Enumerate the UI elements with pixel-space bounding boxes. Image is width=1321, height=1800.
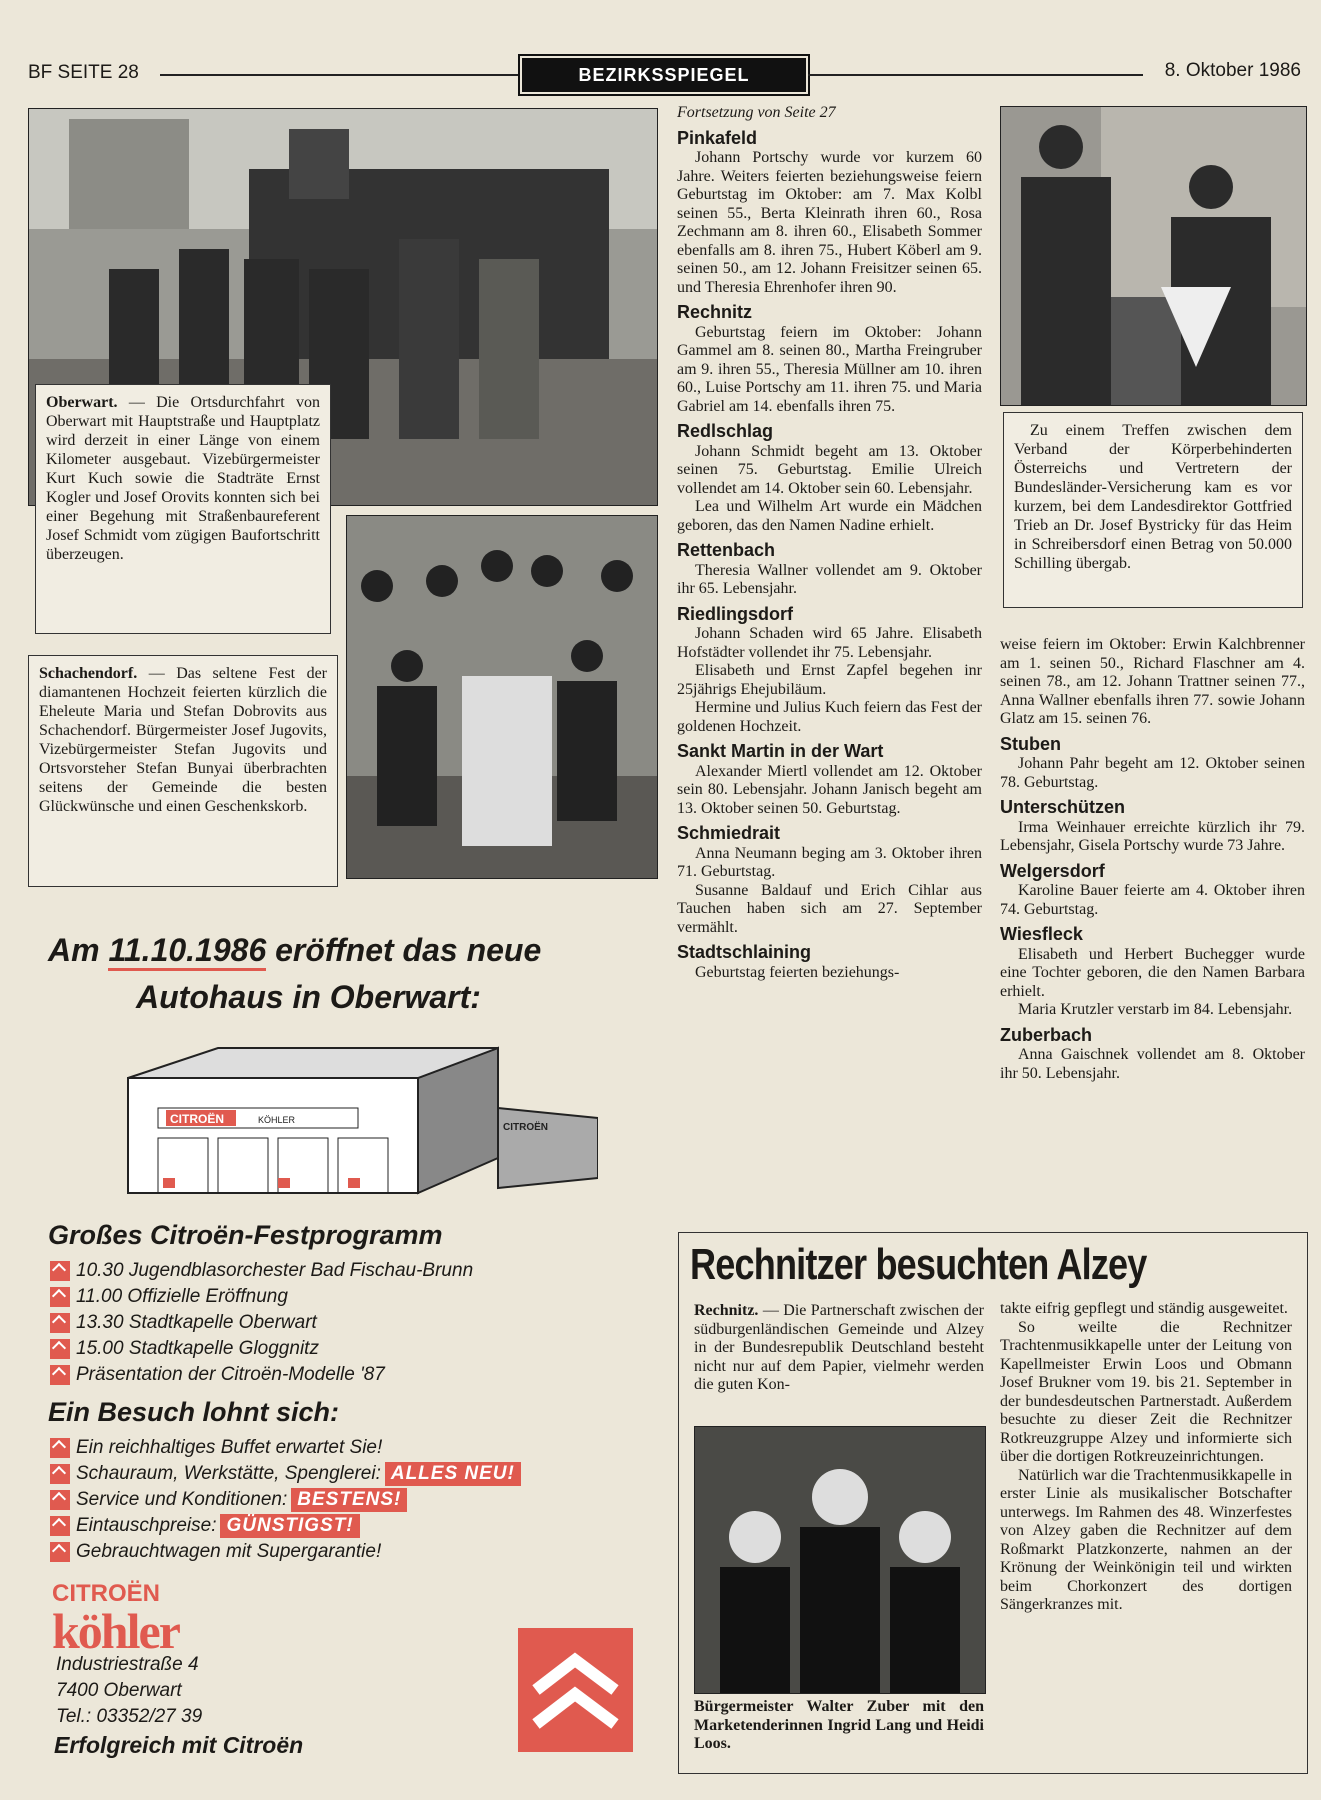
alzey-place: Rechnitz.: [694, 1302, 759, 1319]
program-title: Großes Citroën-Festprogramm: [48, 1220, 443, 1250]
paragraph: Lea und Wilhelm Art wurde ein Mädchen geboren, das den Namen Nadine erhielt.: [677, 498, 982, 534]
paragraph: Karoline Bauer feierte am 4. Oktober ihren 74. Geburtstag.: [1000, 882, 1305, 918]
alzey-intro: — Die Partnerschaft zwischen der südburgenländischen Gemeinde und Alzey in der Bundesrepublik Deutschland besteht nicht nur auf dem Papier, vielmehr werden die guten Kon-: [694, 1302, 985, 1393]
col2-section-4: [677, 605, 982, 737]
visit-item: Eintauschpreise: GÜNSTIGST!: [50, 1513, 521, 1539]
column-birthdays-2: [1000, 636, 1305, 1083]
alzey-headline: Rechnitzer besuchten Alzey: [690, 1240, 1147, 1289]
promo-tag: BESTENS!: [291, 1488, 407, 1512]
chevron-icon: [50, 1438, 70, 1458]
col2-section-6: [677, 824, 982, 937]
address-phone: Tel.: 03352/27 39: [56, 1706, 203, 1727]
program-list: [50, 1258, 473, 1388]
oberwart-text: — Die Ortsdurchfahrt von Oberwart mit Hauptstraße und Hauptplatz wird derzeit in einer Länge von einem Kilometer ausgebaut. Vizebürgermeister Kurt Kuch sowie die Stadträte Ernst Kogler und Josef Orovits konnten sich bei einer Begehung mit Straßenbaureferent Josef Schmidt vom zügigen Baufortschritt überzeugen.: [46, 394, 320, 563]
section-heading: Wiesfleck: [1000, 924, 1083, 944]
header-rule-left: [160, 74, 518, 76]
paragraph: takte eifrig gepflegt und ständig ausgeweitet.: [1000, 1300, 1288, 1317]
visit-title: Ein Besuch lohnt sich:: [48, 1397, 340, 1427]
section-heading: Stuben: [1000, 733, 1061, 754]
treffen-caption: [1003, 412, 1303, 608]
address-city: 7400 Oberwart: [56, 1680, 182, 1701]
section-heading: Zuberbach: [1000, 1024, 1093, 1045]
paragraph: Elisabeth und Herbert Buchegger wurde eine Tochter geboren, die den Namen Barbara erhielt.: [1000, 945, 1305, 1000]
col2-section-2: [677, 422, 982, 535]
col2-section-5: [677, 742, 982, 818]
paragraph: Anna Gaischnek vollendet am 8. Oktober ihr 50. Lebensjahr.: [1000, 1046, 1305, 1082]
paragraph: Geburtstag feiern im Oktober: Johann Gammel am 8. seinen 80., Martha Freingruber am 9. ihren 55., Theresia Müllner am 10. ihren 60., Luise Portschy am 11. ihren 75. und Maria Gabriel am 14. ebenfalls ihren 75.: [677, 323, 982, 415]
dealer-address: [56, 1652, 202, 1730]
alzey-photo-caption: Bürgermeister Walter Zuber mit den Marketenderinnen Ingrid Lang und Heidi Loos.: [694, 1698, 984, 1752]
section-heading: Welgersdorf: [1000, 860, 1105, 881]
sign-side: CITROËN: [503, 1122, 548, 1133]
oberwart-caption: [35, 384, 331, 634]
ad-title-rest: eröffnet das neue: [275, 932, 542, 968]
schachendorf-caption: [28, 655, 338, 887]
chevron-icon: [50, 1287, 70, 1307]
program-item: 13.30 Stadtkapelle Oberwart: [50, 1310, 473, 1336]
promo-tag: GÜNSTIGST!: [220, 1514, 359, 1538]
ad-headline: [48, 932, 668, 1016]
paragraph: Maria Krutzler verstarb im 84. Lebensjahr.: [1018, 1001, 1293, 1018]
alzey-column-2: [1000, 1300, 1292, 1615]
section-heading: Stadtschlaining: [677, 942, 812, 962]
visit-list: [50, 1435, 521, 1565]
section-title: BEZIRKSSPIEGEL: [522, 58, 806, 92]
col3-section-2: [1000, 862, 1305, 920]
alzey-photo-drawing: [695, 1427, 985, 1693]
paragraph: Theresia Wallner vollendet am 9. Oktober ihr 65. Lebensjahr.: [677, 561, 982, 597]
treffen-photo-drawing: [1001, 107, 1306, 405]
section-heading: Riedlingsdorf: [677, 603, 793, 624]
schachendorf-photo-drawing: [347, 516, 657, 878]
chevron-icon: [50, 1313, 70, 1333]
visit-item: Service und Konditionen: BESTENS!: [50, 1487, 521, 1513]
ad-slogan: Erfolgreich mit Citroën: [54, 1732, 304, 1758]
chevron-icon: [50, 1490, 70, 1510]
paragraph: Elisabeth und Ernst Zapfel begehen inr 25jährigs Ehejubiläum.: [677, 662, 982, 698]
treffen-text: Zu einem Treffen zwischen dem Verband der Körperbehinderten Österreichs und Vertretern der Bundesländer-Versicherung kam es vor kurzem, bei dem Landesdirektor Gottfried Trieb an Dr. Josef Bystricky für das Heim in Schreibersdorf einen Betrag von 50.000 Schilling übergab.: [1014, 422, 1292, 572]
oberwart-place: Oberwart.: [46, 394, 118, 411]
paragraph: Johann Pahr begeht am 12. Oktober seinen 78. Geburtstag.: [1000, 755, 1305, 791]
col3-section-1: [1000, 798, 1305, 856]
chevron-icon: [50, 1516, 70, 1536]
ad-subtitle: Autohaus in Oberwart:: [136, 979, 481, 1015]
issue-date: 8. Oktober 1986: [1164, 60, 1301, 81]
col2-section-3: [677, 541, 982, 599]
paragraph: Susanne Baldauf und Erich Cihlar aus Tauchen haben sich am 27. September vermählt.: [677, 881, 982, 936]
sign-koehler: KÖHLER: [258, 1115, 296, 1125]
continued-note: Fortsetzung von Seite 27: [677, 104, 836, 121]
col2-section-1: [677, 303, 982, 416]
address-street: Industriestraße 4: [56, 1654, 199, 1675]
col3-section-0: [1000, 735, 1305, 793]
brand-logo-text: CITROËN: [52, 1580, 160, 1607]
sign-citroen: CITROËN: [170, 1112, 224, 1126]
section-heading: Sankt Martin in der Wart: [677, 741, 884, 761]
chevron-icon: [50, 1339, 70, 1359]
col2-section-7: [677, 943, 982, 982]
paragraph: Hermine und Julius Kuch feiern das Fest der goldenen Hochzeit.: [677, 699, 982, 735]
alzey-photo: [694, 1426, 986, 1694]
col3-section-3: [1000, 925, 1305, 1020]
citroen-chevrons-logo: [518, 1628, 633, 1752]
paragraph: Anna Neumann beging am 3. Oktober ihren 71. Geburtstag.: [677, 844, 982, 880]
paragraph: Geburtstag feierten beziehungs-: [695, 963, 900, 981]
schachendorf-text: — Das seltene Fest der diamantenen Hochzeit feierten kürzlich die Eheleute Maria und Stefan Dobrovits aus Schachendorf. Bürgermeister Josef Jugovits, Vizebürgermeister Stefan Jugovits und Ortsvorsteher Stefan Bunyai überbrachten seitens der Gemeinde die besten Glückwünsche und einen Geschenkskorb.: [39, 665, 328, 815]
program-item: 15.00 Stadtkapelle Gloggnitz: [50, 1336, 473, 1362]
col3-section-4: [1000, 1026, 1305, 1084]
chevron-icon: [50, 1261, 70, 1281]
visit-item: Schauraum, Werkstätte, Spenglerei: ALLES NEU!: [50, 1461, 521, 1487]
promo-tag: ALLES NEU!: [385, 1462, 521, 1486]
paragraph: Johann Schmidt begeht am 13. Oktober seinen 75. Geburtstag. Emilie Ulreich vollendet am 14. Oktober sein 60. Lebensjahr.: [677, 442, 982, 497]
paragraph: Irma Weinhauer erreichte kürzlich ihr 79. Lebensjahr, Gisela Portschy wurde 73 Jahre.: [1000, 818, 1305, 854]
paragraph: So weilte die Rechnitzer Trachtenmusikkapelle unter der Leitung von Kapellmeister Erwin Loos und Obmann Josef Brukner vom 19. bis 21. September in der bundesdeutschen Partnerstadt. Außerdem besuchte zu dieser Zeit die Rechnitzer Rotkreuzgruppe Alzey und informierte sich über die dortigen Rotkreuzeinrichtungen.: [1000, 1318, 1292, 1465]
building-illustration: [118, 1038, 598, 1198]
section-heading: Rettenbach: [677, 540, 776, 560]
visit-item: Gebrauchtwagen mit Supergarantie!: [50, 1539, 521, 1565]
paragraph: Alexander Miertl vollendet am 12. Oktober sein 80. Lebensjahr. Johann Janisch begeht am 13. Oktober seinen 50. Geburtstag.: [677, 762, 982, 817]
paragraph: Johann Schaden wird 65 Jahre. Elisabeth Hofstädter vollendet ihr 75. Lebensjahr.: [677, 625, 982, 661]
schachendorf-photo: [346, 515, 658, 879]
chevron-icon: [50, 1542, 70, 1562]
dealership-drawing: [118, 1038, 598, 1198]
section-heading: Schmiedrait: [677, 823, 781, 843]
double-chevron-icon: [518, 1628, 633, 1752]
column-birthdays-1: [677, 104, 982, 982]
program-item: 11.00 Offizielle Eröffnung: [50, 1284, 473, 1310]
col2-section-0: [677, 129, 982, 298]
treffen-photo: [1000, 106, 1307, 406]
section-heading: Pinkafeld: [677, 127, 758, 148]
schachendorf-place: Schachendorf.: [39, 665, 138, 682]
dealer-logo: köhler: [52, 1603, 179, 1659]
paragraph: Natürlich war die Trachtenmusikkapelle in erster Linie als musikalischer Botschafter unterwegs. Im Rahmen des 48. Winzerfestes von Alzey gaben die Rechnitzer auf dem Roßmarkt Platzkonzerte, nahmen an der Krönung der Weinkönigin teil und wirkten beim Chorkonzert des dortigen Sängerkranzes mit.: [1000, 1466, 1292, 1613]
page-number: BF SEITE 28: [28, 62, 139, 83]
visit-item: Ein reichhaltiges Buffet erwartet Sie!: [50, 1435, 521, 1461]
chevron-icon: [50, 1464, 70, 1484]
section-heading: Unterschützen: [1000, 797, 1126, 817]
paragraph: Johann Portschy wurde vor kurzem 60 Jahre. Weiters feierten beziehungsweise feiern Geburtstag im Oktober: am 7. Max Kolbl seinen 55., Berta Kleinrath ihren 60., Rosa Zechmann am 8. ihren 60., Elisabeth Sommer ebenfalls am 8. ihren 75., Hubert Köberl am 9. seinen 50., am 12. Johann Freisitzer seinen 65. und Theresia Ehrenhofer ihren 90.: [677, 149, 982, 296]
ad-opening-date: 11.10.1986: [108, 932, 266, 971]
alzey-column-1: [694, 1302, 984, 1395]
header-rule-right: [808, 74, 1143, 76]
chevron-icon: [50, 1365, 70, 1385]
ad-title-am: Am: [48, 932, 100, 968]
section-heading: Rechnitz: [677, 302, 753, 322]
program-item: Präsentation der Citroën-Modelle '87: [50, 1362, 473, 1388]
program-item: 10.30 Jugendblasorchester Bad Fischau-Brunn: [50, 1258, 473, 1284]
paragraph: weise feiern im Oktober: Erwin Kalchbrenner am 1. seinen 50., Richard Flaschner am 4. seinen 78., am 12. Johann Trattner seinen 77., Anna Wallner ebenfalls ihren 77. sowie Johann Glatz am 15. seinen 76.: [1000, 636, 1305, 727]
section-heading: Redlschlag: [677, 421, 774, 441]
